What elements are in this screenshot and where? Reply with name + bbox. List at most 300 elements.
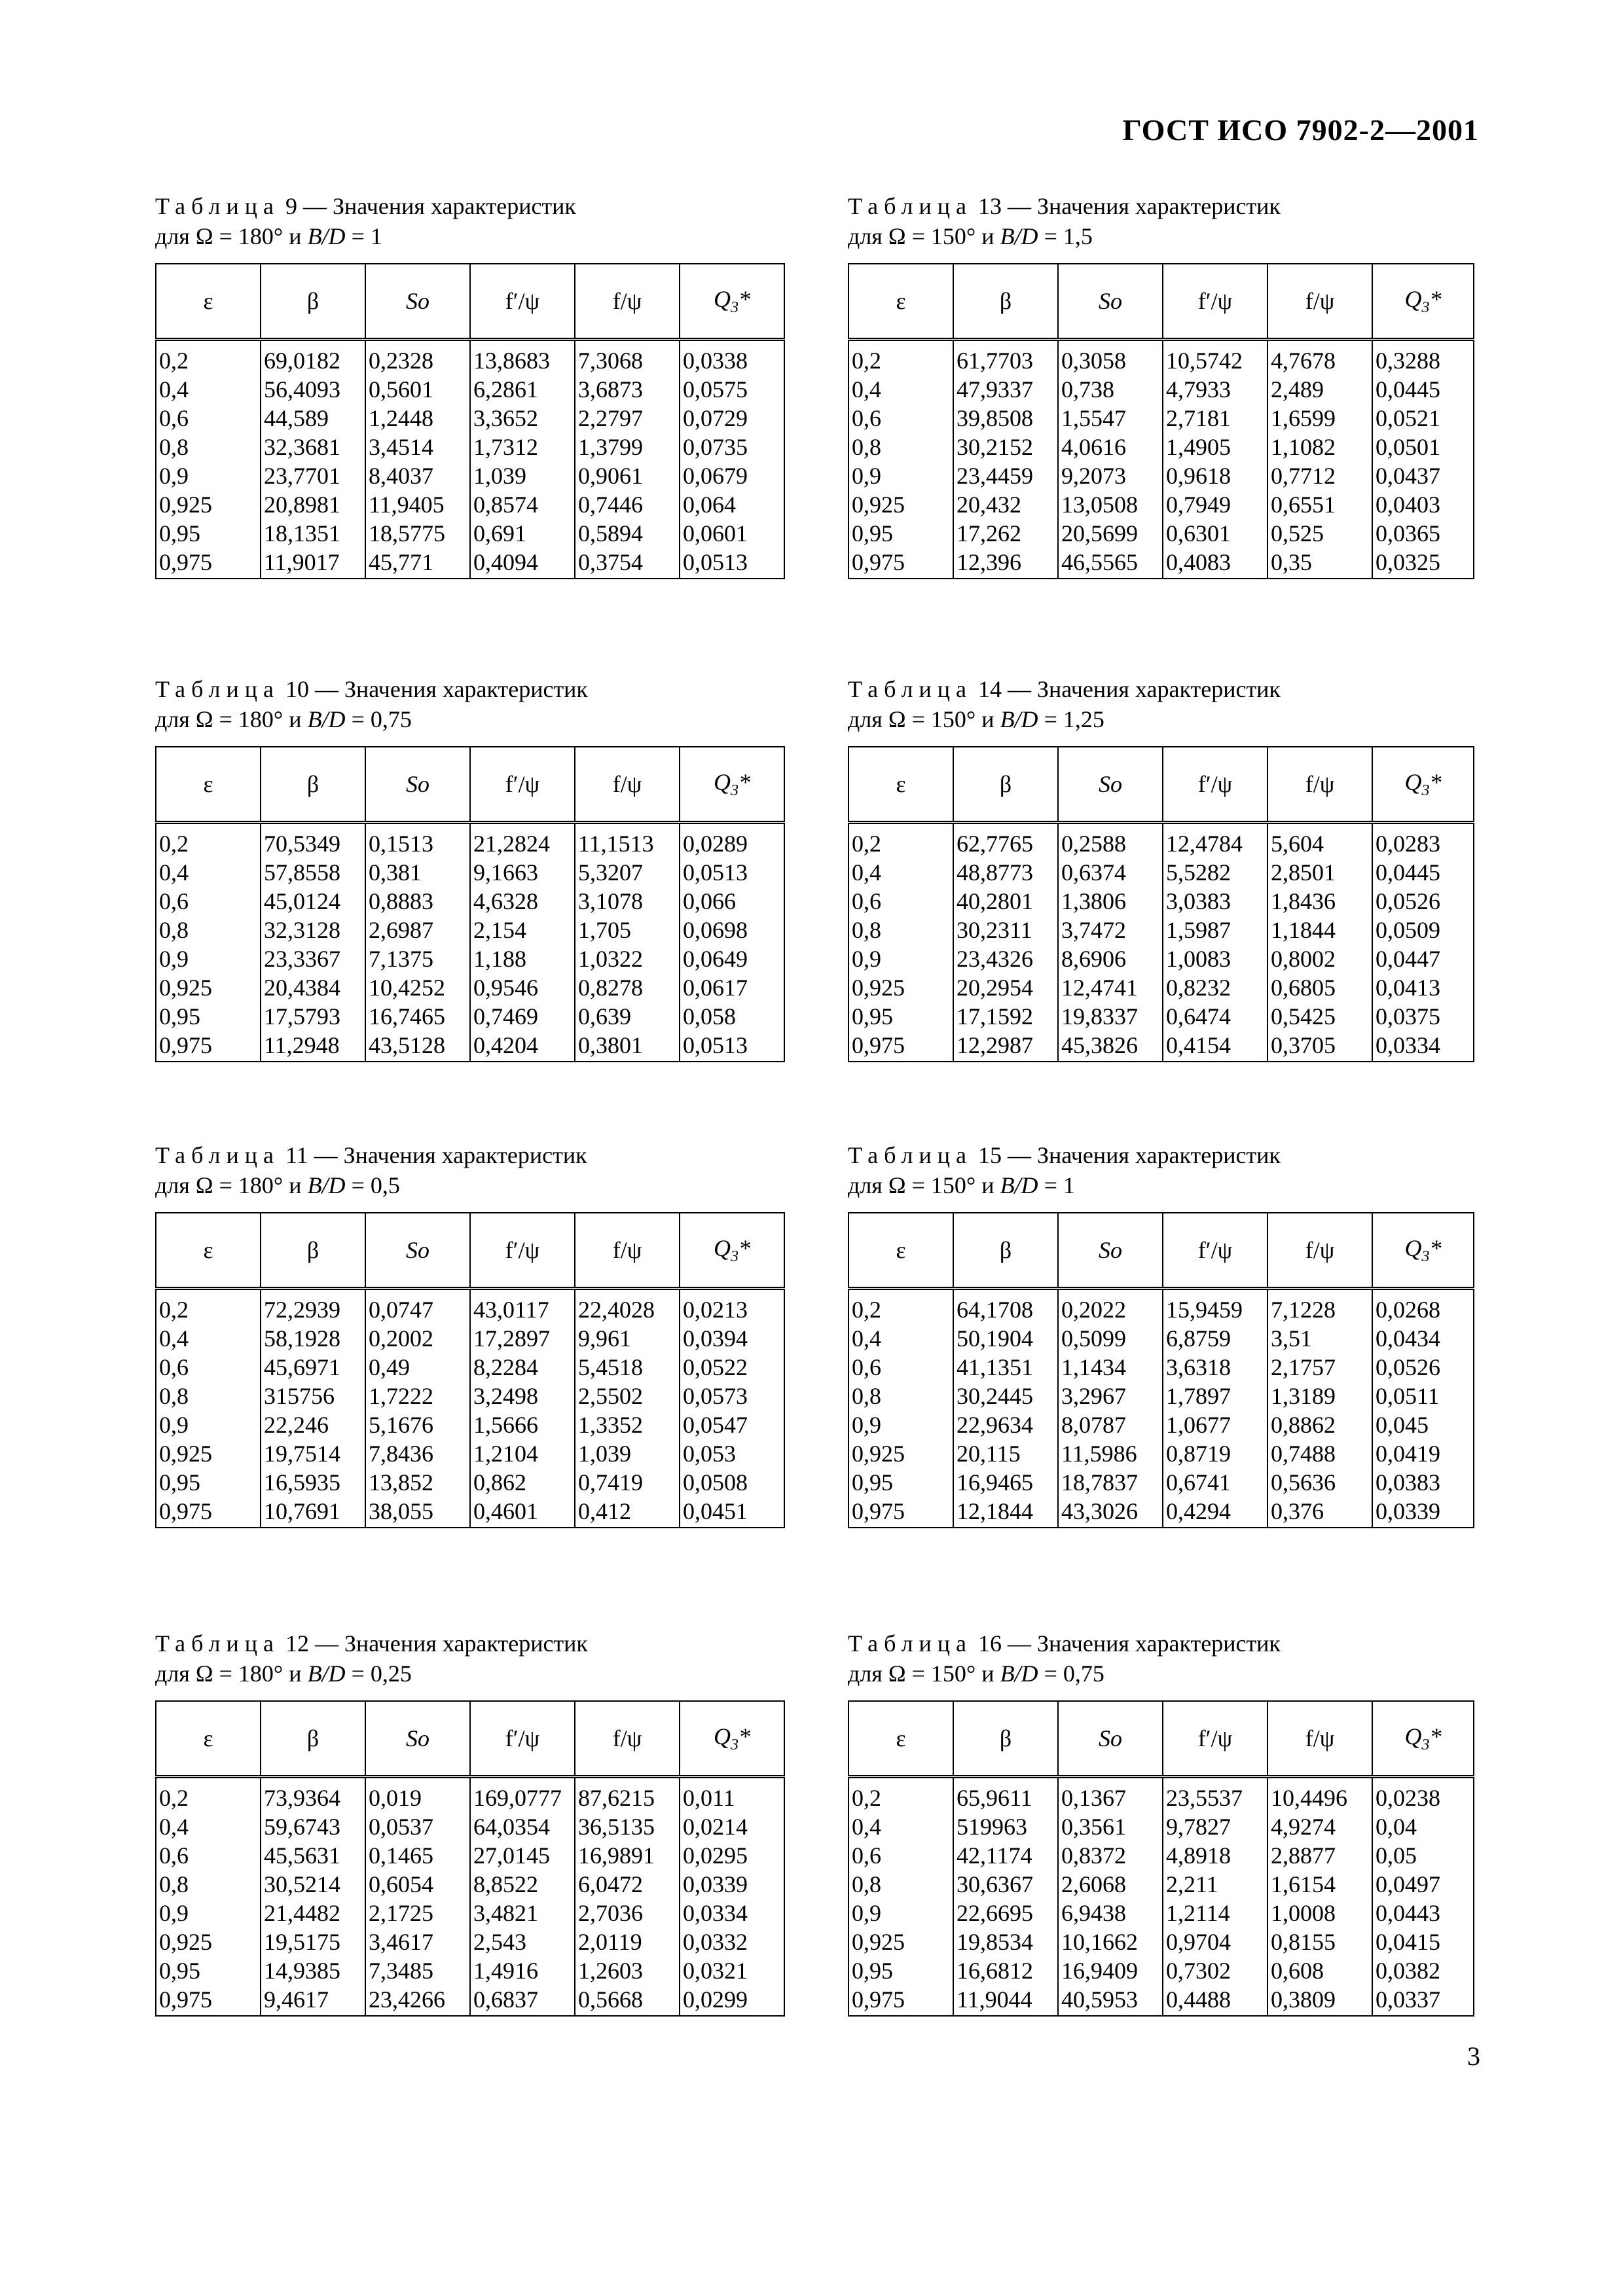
q-subscript: 3 xyxy=(1421,1736,1430,1754)
table-cell: 19,7514 xyxy=(261,1439,365,1468)
table-cell: 11,5986 xyxy=(1058,1439,1163,1468)
table-cell: 0,0321 xyxy=(680,1956,784,1985)
table-row xyxy=(848,944,1474,973)
header-row xyxy=(156,1701,784,1777)
q3-header xyxy=(1372,1213,1474,1289)
q-symbol: Q xyxy=(714,768,731,795)
table-cell: 0,4083 xyxy=(1163,548,1267,579)
table-cell: 0,066 xyxy=(680,887,784,916)
table-cell: 0,2 xyxy=(848,340,953,376)
so-header: So xyxy=(365,1213,470,1289)
table-cell: 1,0677 xyxy=(1163,1410,1267,1439)
table-row xyxy=(156,1289,784,1325)
table-cell: 0,7469 xyxy=(470,1002,575,1031)
table-cell: 0,0214 xyxy=(680,1812,784,1841)
table-cell: 22,246 xyxy=(261,1410,365,1439)
table-cell: 0,9546 xyxy=(470,973,575,1002)
header-row xyxy=(156,264,784,340)
table-title xyxy=(155,1628,785,1659)
table-cell: 6,9438 xyxy=(1058,1899,1163,1928)
table-cell: 11,1513 xyxy=(575,823,680,859)
table-cell: 0,975 xyxy=(848,548,953,579)
table-cell: 0,0365 xyxy=(1372,519,1474,548)
table-cell: 14,9385 xyxy=(261,1956,365,1985)
table-cell: 0,0601 xyxy=(680,519,784,548)
table-row xyxy=(848,1841,1474,1870)
table-cell: 0,0511 xyxy=(1372,1382,1474,1410)
table-cell: 0,3809 xyxy=(1267,1985,1372,2016)
condition-variable: B/D xyxy=(307,1660,346,1687)
table-cell: 5,4518 xyxy=(575,1353,680,1382)
table-cell: 46,5565 xyxy=(1058,548,1163,579)
table-cell: 1,2114 xyxy=(1163,1899,1267,1928)
table-cell: 0,0339 xyxy=(1372,1497,1474,1528)
table-cell: 0,925 xyxy=(848,1928,953,1956)
table-row xyxy=(156,887,784,916)
table-cell: 0,0337 xyxy=(1372,1985,1474,2016)
q3-header xyxy=(680,264,784,340)
table-cell: 36,5135 xyxy=(575,1812,680,1841)
table-cell: 10,5742 xyxy=(1163,340,1267,376)
table-row xyxy=(156,340,784,376)
table-cell: 0,8 xyxy=(156,1382,261,1410)
table-cell: 0,9 xyxy=(848,461,953,490)
table-cell: 11,9017 xyxy=(261,548,365,579)
table-row xyxy=(848,548,1474,579)
table-cell: 16,9465 xyxy=(953,1468,1058,1497)
epsilon-header: ε xyxy=(156,264,261,340)
table-cell: 16,9891 xyxy=(575,1841,680,1870)
header-row xyxy=(156,1213,784,1289)
so-header: So xyxy=(1058,747,1163,823)
table-cell: 0,1513 xyxy=(365,823,470,859)
table-cell: 45,3826 xyxy=(1058,1031,1163,1062)
condition-variable: B/D xyxy=(1000,1660,1038,1687)
table-cell: 0,0729 xyxy=(680,404,784,433)
table-row xyxy=(156,858,784,887)
table-cell: 18,1351 xyxy=(261,519,365,548)
table-cell: 1,5987 xyxy=(1163,916,1267,944)
table-cell: 7,1228 xyxy=(1267,1289,1372,1325)
table-cell: 40,2801 xyxy=(953,887,1058,916)
so-header: So xyxy=(1058,1213,1163,1289)
table-cell: 69,0182 xyxy=(261,340,365,376)
table-title xyxy=(155,191,785,221)
condition-value: = 1 xyxy=(1038,1172,1075,1198)
table-cell: 0,8719 xyxy=(1163,1439,1267,1468)
q-symbol: Q xyxy=(1404,1234,1422,1261)
f-psi-header: f/ψ xyxy=(1267,747,1372,823)
f-prime-psi-header: f′/ψ xyxy=(1163,264,1267,340)
table-cell: 0,4154 xyxy=(1163,1031,1267,1062)
table-cell: 0,975 xyxy=(156,548,261,579)
f-psi-header: f/ψ xyxy=(1267,1213,1372,1289)
table-block xyxy=(848,1628,1474,2017)
table-row xyxy=(848,858,1474,887)
table-cell: 0,3705 xyxy=(1267,1031,1372,1062)
table-cell: 7,1375 xyxy=(365,944,470,973)
table-cell: 0,0447 xyxy=(1372,944,1474,973)
page-number: 3 xyxy=(1467,2041,1480,2071)
table-cell: 6,2861 xyxy=(470,375,575,404)
table-cell: 0,975 xyxy=(156,1985,261,2016)
table-cell: 0,9 xyxy=(848,944,953,973)
condition-variable: B/D xyxy=(1000,706,1038,732)
table-cell: 0,925 xyxy=(156,490,261,519)
table-cell: 58,1928 xyxy=(261,1324,365,1353)
table-cell: 0,525 xyxy=(1267,519,1372,548)
f-psi-header: f/ψ xyxy=(575,1701,680,1777)
table-cell: 0,6474 xyxy=(1163,1002,1267,1031)
table-cell: 9,2073 xyxy=(1058,461,1163,490)
table-cell: 0,6837 xyxy=(470,1985,575,2016)
table-cell: 0,0238 xyxy=(1372,1777,1474,1813)
table-cell: 0,0413 xyxy=(1372,973,1474,1002)
table-cell: 0,8002 xyxy=(1267,944,1372,973)
table-row xyxy=(156,1439,784,1468)
table-cell: 0,3561 xyxy=(1058,1812,1163,1841)
table-cell: 0,3058 xyxy=(1058,340,1163,376)
table-cell: 0,5425 xyxy=(1267,1002,1372,1031)
table-cell: 1,705 xyxy=(575,916,680,944)
q-subscript: 3 xyxy=(731,1248,739,1266)
table-cell: 12,396 xyxy=(953,548,1058,579)
table-cell: 1,5666 xyxy=(470,1410,575,1439)
table-cell: 10,4496 xyxy=(1267,1777,1372,1813)
table-row xyxy=(156,404,784,433)
table-row xyxy=(156,548,784,579)
table-cell: 0,2328 xyxy=(365,340,470,376)
table-cell: 0,4 xyxy=(848,1812,953,1841)
table-cell: 3,51 xyxy=(1267,1324,1372,1353)
table-cell: 0,0419 xyxy=(1372,1439,1474,1468)
table-cell: 0,4488 xyxy=(1163,1985,1267,2016)
table-cell: 2,2797 xyxy=(575,404,680,433)
q-subscript: 3 xyxy=(1421,782,1430,800)
condition-prefix: для Ω = 180° и xyxy=(155,706,308,732)
table-cell: 0,2 xyxy=(156,823,261,859)
table-row xyxy=(848,375,1474,404)
table-cell: 2,1757 xyxy=(1267,1353,1372,1382)
table-row xyxy=(848,1956,1474,1985)
table-cell: 0,0537 xyxy=(365,1812,470,1841)
table-cell: 0,7302 xyxy=(1163,1956,1267,1985)
table-cell: 23,4326 xyxy=(953,944,1058,973)
table-cell: 17,262 xyxy=(953,519,1058,548)
table-cell: 1,0008 xyxy=(1267,1899,1372,1928)
table-cell: 0,95 xyxy=(848,1002,953,1031)
table-cell: 2,5502 xyxy=(575,1382,680,1410)
table-cell: 0,0437 xyxy=(1372,461,1474,490)
table-cell: 72,2939 xyxy=(261,1289,365,1325)
table-cell: 0,0617 xyxy=(680,973,784,1002)
table-cell: 20,4384 xyxy=(261,973,365,1002)
table-cell: 13,8683 xyxy=(470,340,575,376)
table-cell: 21,4482 xyxy=(261,1899,365,1928)
table-cell: 0,4 xyxy=(156,1324,261,1353)
table-cell: 169,0777 xyxy=(470,1777,575,1813)
table-row xyxy=(156,1468,784,1497)
table-cell: 7,3068 xyxy=(575,340,680,376)
table-cell: 44,589 xyxy=(261,404,365,433)
table-row xyxy=(156,1031,784,1062)
table-cell: 47,9337 xyxy=(953,375,1058,404)
table-cell: 30,2152 xyxy=(953,433,1058,461)
table-cell: 0,9 xyxy=(156,461,261,490)
table-cell: 8,6906 xyxy=(1058,944,1163,973)
table-cell: 0,2002 xyxy=(365,1324,470,1353)
table-block xyxy=(155,674,785,1062)
table-title-text: 16 — Значения характеристик xyxy=(972,1630,1281,1657)
table-cell: 0,0735 xyxy=(680,433,784,461)
table-cell: 0,1465 xyxy=(365,1841,470,1870)
table-cell: 0,35 xyxy=(1267,548,1372,579)
table-row xyxy=(156,490,784,519)
epsilon-header: ε xyxy=(156,1213,261,1289)
table-cell: 0,4294 xyxy=(1163,1497,1267,1528)
table-row xyxy=(848,1812,1474,1841)
table-cell: 10,7691 xyxy=(261,1497,365,1528)
table-cell: 9,4617 xyxy=(261,1985,365,2016)
table-cell: 0,8883 xyxy=(365,887,470,916)
table-cell: 0,8232 xyxy=(1163,973,1267,1002)
table-condition xyxy=(848,704,1474,734)
table-title xyxy=(848,1140,1474,1170)
condition-value: = 0,75 xyxy=(345,706,412,732)
table-cell: 1,188 xyxy=(470,944,575,973)
condition-prefix: для Ω = 180° и xyxy=(155,223,308,249)
table-cell: 13,0508 xyxy=(1058,490,1163,519)
table-cell: 0,2 xyxy=(848,1289,953,1325)
table-row xyxy=(156,519,784,548)
table-cell: 0,6054 xyxy=(365,1870,470,1899)
table-cell: 30,5214 xyxy=(261,1870,365,1899)
table-cell: 2,211 xyxy=(1163,1870,1267,1899)
table-row xyxy=(848,404,1474,433)
table-cell: 45,771 xyxy=(365,548,470,579)
table-cell: 19,8337 xyxy=(1058,1002,1163,1031)
q3-header xyxy=(1372,1701,1474,1777)
q-asterisk: * xyxy=(739,1723,750,1749)
table-cell: 43,0117 xyxy=(470,1289,575,1325)
table-cell: 0,95 xyxy=(848,519,953,548)
table-cell: 70,5349 xyxy=(261,823,365,859)
document-header: ГОСТ ИСО 7902-2—2001 xyxy=(1122,113,1479,147)
table-cell: 3,7472 xyxy=(1058,916,1163,944)
table-cell: 0,9 xyxy=(156,1410,261,1439)
table-cell: 10,4252 xyxy=(365,973,470,1002)
table-cell: 0,0513 xyxy=(680,858,784,887)
so-header: So xyxy=(365,264,470,340)
header-row xyxy=(848,747,1474,823)
table-cell: 40,5953 xyxy=(1058,1985,1163,2016)
table-row xyxy=(848,1777,1474,1813)
table-cell: 0,0445 xyxy=(1372,858,1474,887)
q3-header xyxy=(1372,264,1474,340)
table-row xyxy=(848,1899,1474,1928)
table-cell: 0,7949 xyxy=(1163,490,1267,519)
table-block xyxy=(848,191,1474,579)
table-row xyxy=(156,1324,784,1353)
table-cell: 0,9 xyxy=(156,944,261,973)
epsilon-header: ε xyxy=(848,1701,953,1777)
table-cell: 0,2 xyxy=(156,1777,261,1813)
table-cell: 0,3754 xyxy=(575,548,680,579)
table-cell: 5,5282 xyxy=(1163,858,1267,887)
table-row xyxy=(156,1353,784,1382)
q-symbol: Q xyxy=(1404,285,1422,312)
table-row xyxy=(848,1353,1474,1382)
table-cell: 3,4821 xyxy=(470,1899,575,1928)
table-cell: 0,6301 xyxy=(1163,519,1267,548)
table-cell: 0,8 xyxy=(156,916,261,944)
table-cell: 0,639 xyxy=(575,1002,680,1031)
table-cell: 0,925 xyxy=(156,1439,261,1468)
q-asterisk: * xyxy=(739,768,750,795)
epsilon-header: ε xyxy=(848,1213,953,1289)
table-cell: 315756 xyxy=(261,1382,365,1410)
table-cell: 0,8 xyxy=(156,1870,261,1899)
table-cell: 56,4093 xyxy=(261,375,365,404)
table-cell: 0,975 xyxy=(156,1497,261,1528)
values-table xyxy=(155,746,785,1062)
table-cell: 64,1708 xyxy=(953,1289,1058,1325)
table-cell: 21,2824 xyxy=(470,823,575,859)
table-condition xyxy=(155,1170,785,1200)
table-cell: 0,9618 xyxy=(1163,461,1267,490)
f-psi-header: f/ψ xyxy=(575,264,680,340)
table-row xyxy=(156,916,784,944)
table-row xyxy=(156,1899,784,1928)
table-cell: 0,7419 xyxy=(575,1468,680,1497)
f-prime-psi-header: f′/ψ xyxy=(1163,1701,1267,1777)
table-cell: 0,011 xyxy=(680,1777,784,1813)
table-cell: 0,0283 xyxy=(1372,823,1474,859)
table-cell: 0,8862 xyxy=(1267,1410,1372,1439)
table-row xyxy=(156,1841,784,1870)
table-cell: 0,8372 xyxy=(1058,1841,1163,1870)
table-cell: 32,3128 xyxy=(261,916,365,944)
condition-variable: B/D xyxy=(1000,1172,1038,1198)
beta-header: β xyxy=(261,1701,365,1777)
so-header: So xyxy=(365,1701,470,1777)
table-word: Таблица xyxy=(848,1142,972,1168)
q-asterisk: * xyxy=(739,285,750,312)
table-cell: 0,3288 xyxy=(1372,340,1474,376)
table-condition xyxy=(155,221,785,251)
table-cell: 11,2948 xyxy=(261,1031,365,1062)
table-cell: 3,6318 xyxy=(1163,1353,1267,1382)
table-cell: 0,95 xyxy=(848,1468,953,1497)
table-cell: 32,3681 xyxy=(261,433,365,461)
f-prime-psi-header: f′/ψ xyxy=(470,747,575,823)
table-cell: 0,975 xyxy=(156,1031,261,1062)
table-cell: 19,8534 xyxy=(953,1928,1058,1956)
table-cell: 1,1434 xyxy=(1058,1353,1163,1382)
header-row xyxy=(848,264,1474,340)
table-condition xyxy=(848,1659,1474,1689)
epsilon-header: ε xyxy=(156,1701,261,1777)
table-cell: 0,0573 xyxy=(680,1382,784,1410)
table-cell: 0,925 xyxy=(848,973,953,1002)
table-cell: 0,925 xyxy=(156,973,261,1002)
condition-value: = 0,25 xyxy=(345,1660,412,1687)
values-table xyxy=(155,263,785,579)
condition-value: = 1,25 xyxy=(1038,706,1104,732)
table-cell: 23,3367 xyxy=(261,944,365,973)
table-row xyxy=(848,1410,1474,1439)
table-cell: 0,4094 xyxy=(470,548,575,579)
table-cell: 0,6 xyxy=(848,1353,953,1382)
table-cell: 19,5175 xyxy=(261,1928,365,1956)
table-cell: 0,2588 xyxy=(1058,823,1163,859)
q-subscript: 3 xyxy=(1421,1248,1430,1266)
beta-header: β xyxy=(261,264,365,340)
table-word: Таблица xyxy=(155,676,280,702)
table-row xyxy=(156,1985,784,2016)
table-row xyxy=(848,340,1474,376)
table-cell: 1,2104 xyxy=(470,1439,575,1468)
condition-variable: B/D xyxy=(307,223,346,249)
table-row xyxy=(848,1031,1474,1062)
table-cell: 0,0443 xyxy=(1372,1899,1474,1928)
values-table xyxy=(155,1212,785,1528)
table-cell: 20,115 xyxy=(953,1439,1058,1468)
table-cell: 0,053 xyxy=(680,1439,784,1468)
table-cell: 0,7488 xyxy=(1267,1439,1372,1468)
f-prime-psi-header: f′/ψ xyxy=(1163,1213,1267,1289)
table-cell: 0,6 xyxy=(848,404,953,433)
table-row xyxy=(848,887,1474,916)
table-cell: 0,0334 xyxy=(680,1899,784,1928)
condition-prefix: для Ω = 180° и xyxy=(155,1172,308,1198)
table-cell: 8,8522 xyxy=(470,1870,575,1899)
table-row xyxy=(848,1382,1474,1410)
condition-variable: B/D xyxy=(1000,223,1038,249)
table-cell: 27,0145 xyxy=(470,1841,575,1870)
table-cell: 3,2967 xyxy=(1058,1382,1163,1410)
condition-variable: B/D xyxy=(307,706,346,732)
table-cell: 0,9 xyxy=(156,1899,261,1928)
table-title xyxy=(155,1140,785,1170)
table-cell: 0,6551 xyxy=(1267,490,1372,519)
table-cell: 0,0521 xyxy=(1372,404,1474,433)
table-cell: 0,8 xyxy=(848,1870,953,1899)
table-cell: 0,412 xyxy=(575,1497,680,1528)
table-cell: 3,1078 xyxy=(575,887,680,916)
table-cell: 4,0616 xyxy=(1058,433,1163,461)
table-cell: 22,6695 xyxy=(953,1899,1058,1928)
condition-prefix: для Ω = 150° и xyxy=(848,223,1000,249)
table-cell: 12,1844 xyxy=(953,1497,1058,1528)
table-row xyxy=(156,973,784,1002)
table-title xyxy=(848,674,1474,704)
table-cell: 45,6971 xyxy=(261,1353,365,1382)
f-psi-header: f/ψ xyxy=(1267,264,1372,340)
table-cell: 2,489 xyxy=(1267,375,1372,404)
table-cell: 0,0747 xyxy=(365,1289,470,1325)
f-psi-header: f/ψ xyxy=(575,1213,680,1289)
table-cell: 7,3485 xyxy=(365,1956,470,1985)
table-cell: 61,7703 xyxy=(953,340,1058,376)
table-cell: 0,6 xyxy=(848,887,953,916)
f-prime-psi-header: f′/ψ xyxy=(470,264,575,340)
table-cell: 0,376 xyxy=(1267,1497,1372,1528)
q-subscript: 3 xyxy=(731,299,739,317)
q3-header xyxy=(680,747,784,823)
q-symbol: Q xyxy=(714,285,731,312)
table-cell: 0,4 xyxy=(848,375,953,404)
